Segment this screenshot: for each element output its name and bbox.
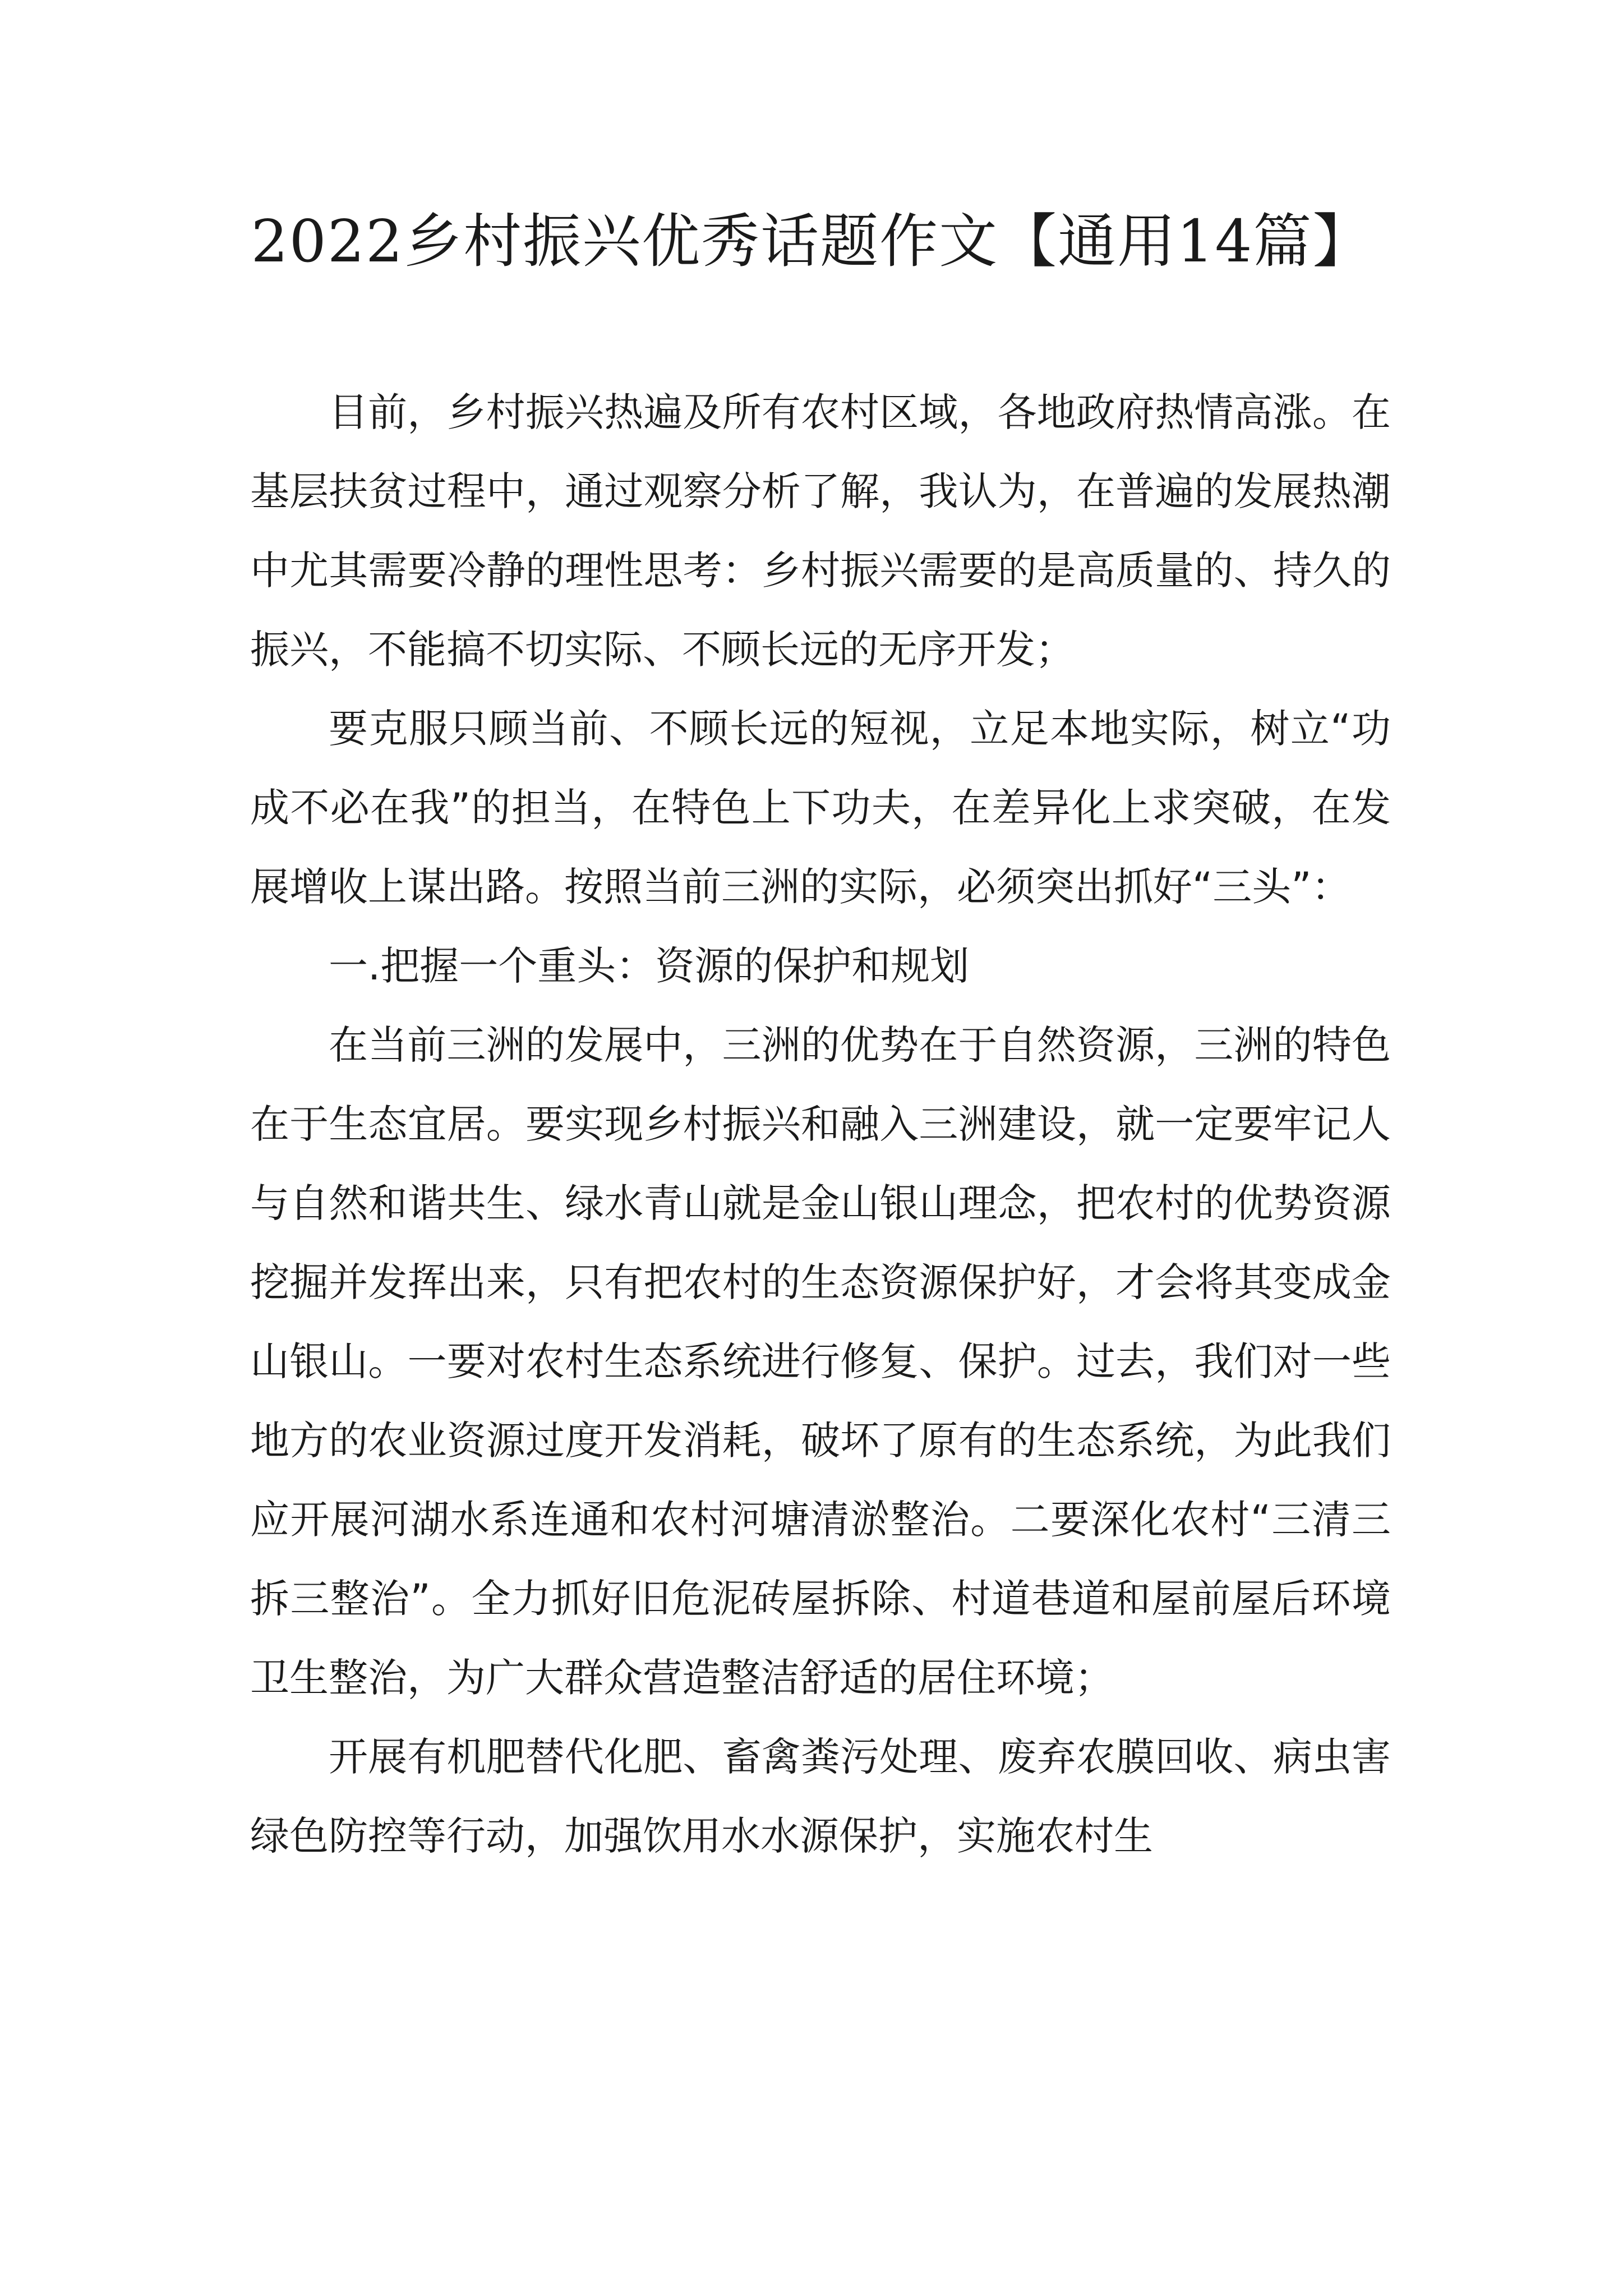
paragraph: 开展有机肥替代化肥、畜禽粪污处理、废弃农膜回收、病虫害绿色防控等行动，加强饮用水水源保护，实施农村生 [250,1734,1391,1859]
paragraph: 要克服只顾当前、不顾长远的短视，立足本地实际，树立“功成不必在我”的担当，在特色上下功夫，在差异化上求突破，在发展增收上谋出路。按照当前三洲的实际，必须突出抓好“三头”： [250,706,1391,910]
document-body [250,373,1391,1876]
paragraph: 目前，乡村振兴热遍及所有农村区域，各地政府热情高涨。在基层扶贫过程中，通过观察分析了解，我认为，在普遍的发展热潮中尤其需要冷静的理性思考：乡村振兴需要的是高质量的、持久的振兴，不能搞不切实际、不顾长远的无序开发； [250,389,1391,673]
section-heading: 一.把握一个重头：资源的保护和规划 [329,943,970,989]
paragraph: 在当前三洲的发展中，三洲的优势在于自然资源，三洲的特色在于生态宜居。要实现乡村振兴和融入三洲建设，就一定要牢记人与自然和谐共生、绿水青山就是金山银山理念，把农村的优势资源挖掘并发挥出来，只有把农村的生态资源保护好，才会将其变成金山银山。一要对农村生态系统进行修复、保护。过去，我们对一些地方的农业资源过度开发消耗，破坏了原有的生态系统，为此我们应开展河湖水系连通和农村河塘清淤整治。二要深化农村“三清三拆三整治”。全力抓好旧危泥砖屋拆除、村道巷道和屋前屋后环境卫生整治，为广大群众营造整洁舒适的居住环境； [250,1022,1391,1701]
document-title: 2022乡村振兴优秀话题作文【通用14篇】 [251,207,1372,275]
